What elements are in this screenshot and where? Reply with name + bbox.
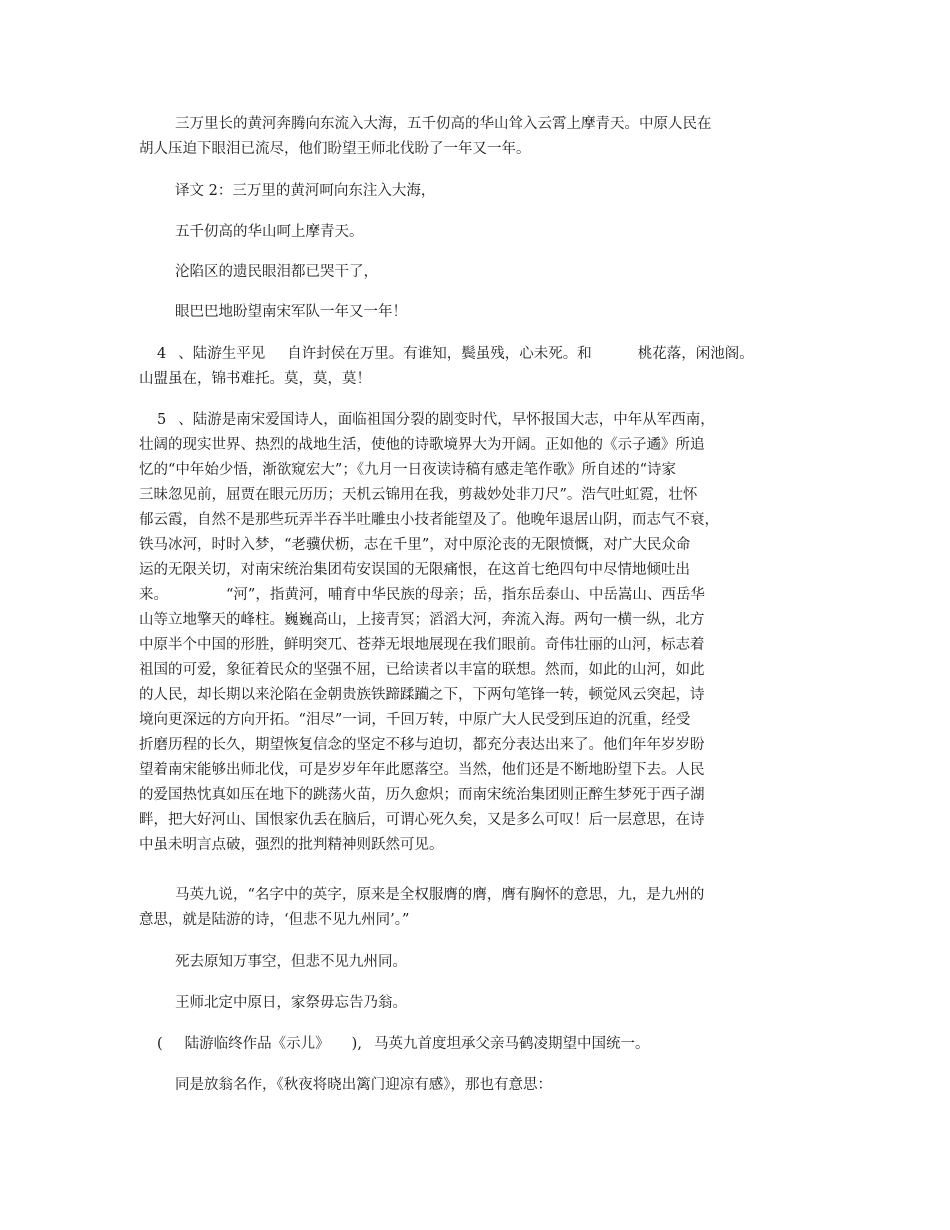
paragraph-translation-1 [139, 112, 759, 162]
note-text: “河”，指黄河，哺育中华民族的母亲；岳，指东岳泰山、中岳嵩山、西岳华 [226, 587, 705, 603]
paragraph-note-4 [139, 342, 759, 392]
text-line: 畔，把大好河山、国恨家仇丢在脑后，可谓心死久矣，又是多么可叹！后一层意思，在诗 [139, 812, 705, 828]
note-text: 来。 [139, 587, 168, 603]
text-line: 中虽未明言点破，强烈的批判精神则跃然可见。 [139, 837, 444, 853]
note-number: 5 [157, 412, 167, 428]
note-text: 陆游临终作品《示儿》 [184, 1036, 330, 1052]
paragraph-final [139, 1073, 759, 1098]
text-line: 同是放翁名作，《秋夜将晓出篱门迎凉有感》，那也有意思： [175, 1077, 552, 1093]
poem-line-2 [139, 991, 759, 1016]
note-text: 、陆游是南宋爱国诗人，面临祖国分裂的剧变时代，早怀报国大志，中年从军西南， [178, 412, 715, 428]
text-line: 的爱国热忱真如压在地下的跳荡火苗，历久愈炽；而南宋统治集团则正醉生梦死于西子湖 [139, 787, 705, 803]
paragraph-translation-2-line4 [139, 300, 759, 325]
text-line: 望着南宋能够出师北伐，可是岁岁年年此愿落空。当然，他们还是不断地盼望下去。人民 [139, 762, 705, 778]
text-line: 三昧忽见前，屈贾在眼元历历；天机云锦用在我，剪裁妙处非刀尺”。浩气吐虹霓，壮怀 [139, 487, 698, 503]
text-line [139, 408, 759, 433]
text-line: 三万里长的黄河奔腾向东流入大海，五千仞高的华山耸入云霄上摩青天。中原人民在 [175, 116, 712, 132]
note-text: 自许封侯在万里。有谁知，鬓虽残，心未死。和 [287, 346, 592, 362]
note-text: 、陆游生平见 [178, 346, 266, 362]
text-line: 沦陷区的遗民眼泪都已哭干了， [175, 264, 378, 280]
text-line: 死去原知万事空，但悲不见九州同。 [175, 954, 407, 970]
paragraph-translation-2-line2 [139, 220, 759, 245]
text-line: 译文 2：三万里的黄河呵向东注入大海， [175, 183, 436, 199]
text-line: 折磨历程的长久，期望恢复信念的坚定不移与迫切，都充分表达出来了。他们年年岁岁盼 [139, 737, 705, 753]
paragraph-translation-2-line3 [139, 260, 759, 285]
text-line: 中原半个中国的形胜，鲜明突兀、苍莽无垠地展现在我们眼前。奇伟壮丽的山河，标志着 [139, 637, 705, 653]
text-line: 郁云霞，自然不是那些玩弄半吞半吐雕虫小技者能望及了。他晚年退居山阴，而志气不衰， [139, 512, 719, 528]
text-line: 山等立地擎天的峰柱。巍巍高山，上接青冥；滔滔大河，奔流入海。两句一横一纵，北方 [139, 612, 705, 628]
paragraph-translation-2-title [139, 179, 759, 204]
open-paren: ( [157, 1036, 163, 1052]
text-line: 胡人压迫下眼泪已流尽，他们盼望王师北伐盼了一年又一年。 [139, 141, 531, 157]
paragraph-ma-ying-jeou [139, 883, 759, 933]
text-line: 山盟虽在，锦书难托。莫，莫，莫！ [139, 371, 371, 387]
text-line: 意思，就是陆游的诗，‘但悲不见九州同’。” [139, 912, 410, 928]
text-line: 祖国的可爱，象征着民众的坚强不屈，已给读者以丰富的联想。然而，如此的山河，如此 [139, 662, 705, 678]
text-line [139, 342, 759, 367]
note-text: 马英九首度坦承父亲马鹤凌期望中国统一。 [373, 1036, 650, 1052]
text-line: 五千仞高的华山呵上摩青天。 [175, 224, 364, 240]
text-line: 运的无限关切，对南宋统治集团苟安误国的无限痛恨，在这首七绝四句中尽情地倾吐出 [139, 562, 690, 578]
text-line: 境向更深远的方向开拓。“泪尽”一词，千回万转，中原广大人民受到压迫的沉重，经受 [139, 712, 691, 728]
poem-line-1 [139, 950, 759, 975]
note-number: 4 [157, 346, 167, 362]
text-line [139, 583, 759, 608]
text-line: 的人民，却长期以来沦陷在金朝贵族铁蹄蹂躏之下，下两句笔锋一转，顿觉风云突起，诗 [139, 687, 705, 703]
text-line: 壮阔的现实世界、热烈的战地生活，使他的诗歌境界大为开阔。正如他的《示子遹》所追 [139, 437, 705, 453]
text-line [139, 1032, 759, 1057]
text-line: 眼巴巴地盼望南宋军队一年又一年！ [175, 304, 407, 320]
text-line: 忆的“中年始少悟，渐欲窥宏大”；《九月一日夜读诗稿有感走笔作歌》所自述的“诗家 [139, 462, 676, 478]
text-line: 马英九说，“名字中的英字，原来是全权服膺的膺，膺有胸怀的意思，九，是九州的 [175, 887, 705, 903]
text-line: 铁马冰河，时时入梦，“老骥伏枥，志在千里”，对中原沦丧的无限愤慨，对广大民众命 [139, 537, 691, 553]
paragraph-shi-er [139, 1032, 759, 1057]
text-line: 王师北定中原日，家祭毋忘告乃翁。 [175, 995, 407, 1011]
note-text: 桃花落，闲池阁。 [637, 346, 754, 362]
paragraph-note-5 [139, 408, 759, 858]
close-paren: ), [351, 1036, 362, 1052]
